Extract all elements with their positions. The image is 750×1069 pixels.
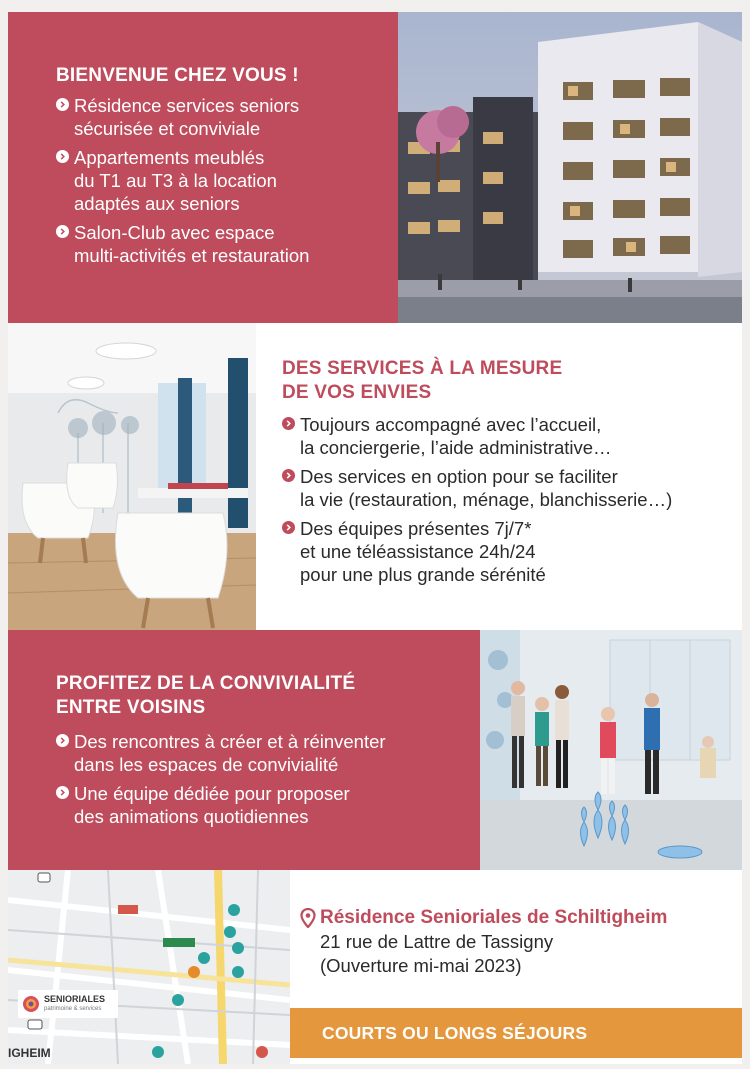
welcome-bullet-item <box>56 146 398 215</box>
chevron-right-icon <box>56 786 69 799</box>
conviviality-bullet-line: Des rencontres à créer et à réinventer <box>74 731 386 752</box>
building-illustration <box>398 12 742 323</box>
residence-name <box>300 906 667 930</box>
logo-tagline: patrimoine & services <box>44 1006 102 1012</box>
services-panel <box>256 323 742 630</box>
welcome-heading: BIENVENUE CHEZ VOUS ! <box>56 65 299 86</box>
conviviality-bullet-line: des animations quotidiennes <box>74 806 309 827</box>
welcome-panel <box>8 12 398 323</box>
welcome-bullet-line: adaptés aux seniors <box>74 193 240 214</box>
logo-mark-icon <box>22 995 40 1013</box>
chevron-right-icon <box>56 98 69 111</box>
logo-name: SENIORIALES <box>44 994 106 1004</box>
building-photo <box>398 12 742 323</box>
services-bullet-line: Des équipes présentes 7j/7* <box>300 518 532 539</box>
location-map <box>8 870 290 1064</box>
welcome-bullet-line: Résidence services seniors <box>74 95 300 116</box>
services-bullet-item <box>282 465 742 511</box>
flyer-page <box>8 12 742 1064</box>
services-bullet-list <box>282 413 742 586</box>
conviviality-heading <box>56 672 480 720</box>
conviviality-bullet-list <box>56 730 480 828</box>
conviviality-bullet-item <box>56 782 480 828</box>
chevron-right-icon <box>282 521 295 534</box>
chevron-right-icon <box>56 734 69 747</box>
services-bullet-line: la vie (restauration, ménage, blanchisserie…) <box>300 489 673 510</box>
conviviality-bullet-line: dans les espaces de convivialité <box>74 754 339 775</box>
services-heading-line-1: DES SERVICES À LA MESURE <box>282 358 563 379</box>
restaurant-photo <box>8 323 256 630</box>
conviviality-bullet-item <box>56 730 480 776</box>
welcome-bullet-line: multi-activités et restauration <box>74 245 310 266</box>
seniorales-logo <box>18 990 118 1018</box>
chevron-right-icon <box>56 150 69 163</box>
chevron-right-icon <box>56 225 69 238</box>
welcome-bullet-line: Salon-Club avec espace <box>74 222 275 243</box>
bowling-illustration <box>480 630 742 870</box>
opening-date: (Ouverture mi-mai 2023) <box>320 955 522 976</box>
stay-length-banner <box>290 1008 742 1058</box>
conviviality-bullet-line: Une équipe dédiée pour proposer <box>74 783 350 804</box>
logo-text <box>44 994 105 1014</box>
services-bullet-item <box>282 517 742 586</box>
services-bullet-line: Toujours accompagné avec l’accueil, <box>300 414 602 435</box>
conviviality-panel <box>8 630 480 870</box>
welcome-bullet-list <box>56 94 398 267</box>
chevron-right-icon <box>282 469 295 482</box>
stay-length-label: COURTS OU LONGS SÉJOURS <box>322 1022 588 1043</box>
map-pin-icon <box>300 908 316 928</box>
bowling-photo <box>480 630 742 870</box>
chevron-right-icon <box>282 417 295 430</box>
conviviality-heading-line-2: ENTRE VOISINS <box>56 697 206 718</box>
services-bullet-line: pour une plus grande sérénité <box>300 564 546 585</box>
restaurant-illustration <box>8 323 256 630</box>
street-address: 21 rue de Lattre de Tassigny <box>320 931 554 952</box>
map-bottom-label: IGHEIM <box>8 1046 51 1060</box>
services-bullet-item <box>282 413 742 459</box>
map-illustration <box>8 870 290 1064</box>
services-heading <box>282 357 742 405</box>
services-bullet-line: Des services en option pour se faciliter <box>300 466 618 487</box>
services-bullet-line: la conciergerie, l’aide administrative… <box>300 437 612 458</box>
welcome-bullet-item <box>56 94 398 140</box>
residence-name-text: Résidence Senioriales de Schiltigheim <box>320 907 668 928</box>
welcome-bullet-line: Appartements meublés <box>74 147 265 168</box>
address-block <box>300 906 667 978</box>
services-bullet-line: et une téléassistance 24h/24 <box>300 541 536 562</box>
welcome-bullet-item <box>56 221 398 267</box>
conviviality-heading-line-1: PROFITEZ DE LA CONVIVIALITÉ <box>56 673 356 694</box>
welcome-bullet-line: du T1 au T3 à la location <box>74 170 277 191</box>
welcome-bullet-line: sécurisée et conviviale <box>74 118 261 139</box>
services-heading-line-2: DE VOS ENVIES <box>282 382 432 403</box>
